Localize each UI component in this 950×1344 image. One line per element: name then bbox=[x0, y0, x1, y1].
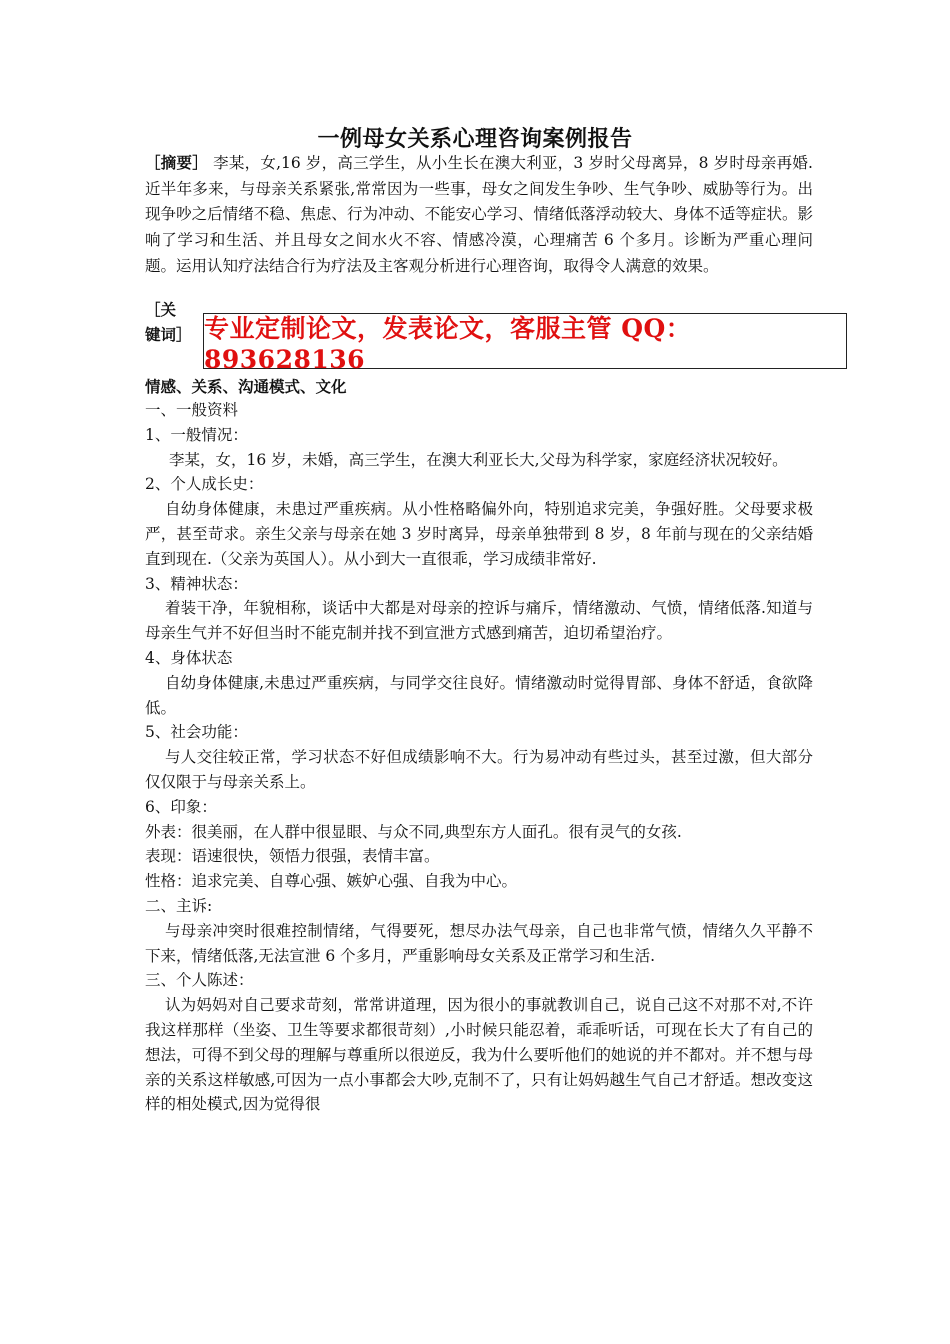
paragraph: 李某，女，16 岁，未婚，高三学生，在澳大利亚长大,父母为科学家，家庭经济状况较好。 bbox=[169, 450, 788, 469]
advertisement-box bbox=[203, 313, 847, 374]
paragraph: 与人交往较正常，学习状态不好但成绩影响不大。行为易冲动有些过头，甚至过激，但大部分仅仅限于与母亲关系上。 bbox=[145, 748, 813, 791]
subsection-heading: 3、精神状态： bbox=[145, 574, 248, 593]
advertisement-text: 专业定制论文，发表论文，客服主管 QQ：893628136 bbox=[204, 313, 692, 374]
abstract-tag: ［摘要］ bbox=[145, 153, 208, 172]
impression-personality: 性格：追求完美、自尊心强、嫉妒心强、自我为中心。 bbox=[145, 872, 518, 891]
impression-behavior: 表现：语速很快，领悟力很强，表情丰富。 bbox=[145, 847, 440, 866]
section-heading: 二、主诉: bbox=[145, 896, 213, 915]
abstract-text: 李某，女,16 岁，高三学生，从小生长在澳大利亚，3 岁时父母离异，8 岁时母亲再婚.近半年多来，与母亲关系紧张,常常因为一些事，母女之间发生争吵、生气争吵、威胁等行为。出现争吵之后情绪不稳、焦虑、行为冲动、不能安心学习、情绪低落浮动较大、身体不适等症状。影响了学习和生活、并且母女之间水火不容、情感冷漠，心理痛苦 6 个多月。诊断为严重心理问题。运用认知疗法结合行为疗法及主客观分析进行心理咨询，取得令人满意的效果。 bbox=[145, 154, 813, 275]
subsection-heading: 2、个人成长史： bbox=[145, 475, 264, 494]
subsection-heading: 1、一般情况： bbox=[145, 425, 248, 444]
subsection-heading: 6、印象： bbox=[145, 797, 217, 816]
paragraph: 与母亲冲突时很难控制情绪，气得要死，想尽办法气母亲，自己也非常气愤，情绪久久平静不下来，情绪低落,无法宣泄 6 个多月，严重影响母女关系及正常学习和生活. bbox=[145, 921, 813, 965]
keywords-tag: ［关键词］ bbox=[145, 300, 192, 344]
impression-appearance: 外表：很美丽，在人群中很显眼、与众不同,典型东方人面孔。很有灵气的女孩. bbox=[145, 822, 682, 841]
document-title: 一例母女关系心理咨询案例报告 bbox=[317, 127, 633, 152]
document-body bbox=[145, 398, 813, 1117]
section-heading: 三、个人陈述： bbox=[145, 971, 254, 990]
keywords: 情感、关系、沟通模式、文化 bbox=[145, 377, 347, 396]
abstract bbox=[145, 150, 813, 280]
section-heading: 一、一般资料 bbox=[145, 401, 239, 419]
paragraph: 自幼身体健康，未患过严重疾病。从小性格略偏外向，特别追求完美，争强好胜。父母要求极严，甚至苛求。亲生父亲与母亲在她 3 岁时离异，母亲单独带到 8 岁，8 年前与现在的父亲结婚直到现在.（父亲为英国人）。从小到大一直很乖，学习成绩非常好. bbox=[145, 500, 813, 568]
paragraph: 着装干净，年貌相称，谈话中大都是对母亲的控诉与痛斥，情绪激动、气愤，情绪低落.知道与母亲生气并不好但当时不能克制并找不到宣泄方式感到痛苦，迫切希望治疗。 bbox=[145, 599, 813, 643]
paragraph: 认为妈妈对自己要求苛刻，常常讲道理，因为很小的事就教训自己，说自己这不对那不对,不许我这样那样（坐姿、卫生等要求都很苛刻）,小时候只能忍着，乖乖听话，可现在长大了有自己的想法，可得不到父母的理解与尊重所以很逆反，我为什么要听他们的她说的并不都对。并不想与母亲的关系这样敏感,可因为一点小事都会大吵,克制不了，只有让妈妈越生气自己才舒适。想改变这样的相处模式,因为觉得很 bbox=[145, 996, 813, 1114]
subsection-heading: 5、社会功能： bbox=[145, 723, 248, 742]
paragraph: 自幼身体健康,未患过严重疾病，与同学交往良好。情绪激动时觉得胃部、身体不舒适，食欲降低。 bbox=[145, 673, 813, 717]
subsection-heading: 4、身体状态 bbox=[145, 648, 233, 667]
